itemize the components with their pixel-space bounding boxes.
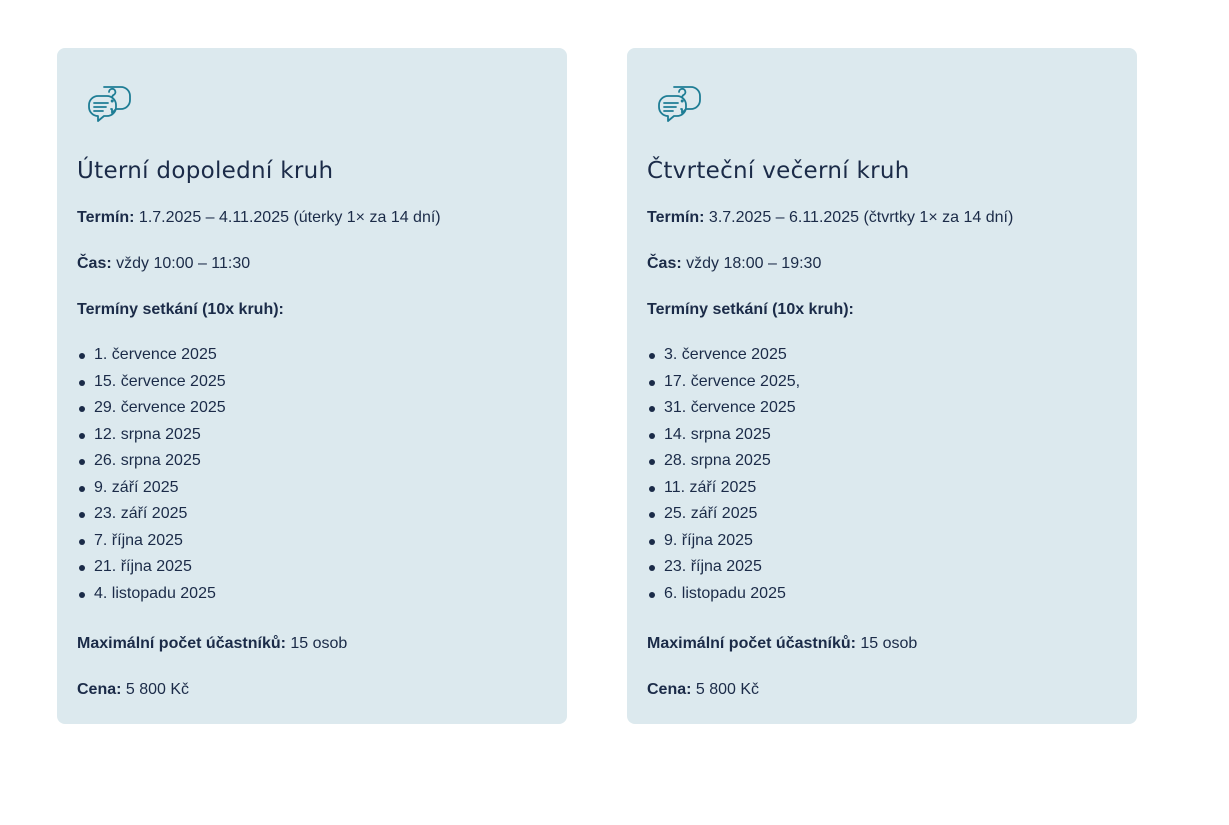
card-title: Čtvrteční večerní kruh [647,158,910,184]
time-label: Čas: [77,255,112,272]
meeting-date: 4. listopadu 2025 [77,581,226,608]
time-value: vždy 10:00 – 11:30 [111,255,251,272]
meeting-date: 6. listopadu 2025 [647,581,800,608]
meeting-date: 9. října 2025 [647,528,800,555]
max-participants-value: 15 osob [285,635,348,652]
term-line [647,208,1013,228]
price-value: 5 800 Kč [121,681,190,698]
term-value: 1.7.2025 – 4.11.2025 (úterky 1× za 14 dní) [134,209,441,226]
meeting-date: 9. září 2025 [77,475,226,502]
card-title: Úterní dopolední kruh [77,158,334,184]
circle-card-tuesday [57,48,567,724]
price-label: Cena: [77,681,122,698]
meeting-date: 12. srpna 2025 [77,422,226,449]
meeting-date: 23. září 2025 [77,501,226,528]
time-line [77,254,250,274]
meeting-date: 15. července 2025 [77,369,226,396]
meeting-date: 21. října 2025 [77,554,226,581]
circle-card-thursday [627,48,1137,724]
time-label: Čas: [647,255,682,272]
meeting-date: 3. července 2025 [647,342,800,369]
max-participants-line [77,634,347,654]
term-value: 3.7.2025 – 6.11.2025 (čtvrtky 1× za 14 dní) [704,209,1014,226]
max-participants-label: Maximální počet účastníků: [77,635,286,652]
meeting-date: 26. srpna 2025 [77,448,226,475]
meeting-date: 7. října 2025 [77,528,226,555]
price-line [77,680,189,700]
meetings-heading: Termíny setkání (10x kruh): [647,301,854,318]
meeting-date: 29. července 2025 [77,395,226,422]
term-line [77,208,441,228]
max-participants-value: 15 osob [855,635,918,652]
meeting-dates-list [647,342,800,607]
max-participants-label: Maximální počet účastníků: [647,635,856,652]
meeting-date: 1. července 2025 [77,342,226,369]
price-label: Cena: [647,681,692,698]
meeting-dates-list [77,342,226,607]
time-value: vždy 18:00 – 19:30 [681,255,822,272]
chat-question-icon [653,75,705,127]
term-label: Termín: [77,209,135,226]
meeting-date: 31. července 2025 [647,395,800,422]
meeting-date: 25. září 2025 [647,501,800,528]
meeting-date: 17. července 2025, [647,369,800,396]
term-label: Termín: [647,209,705,226]
meetings-heading: Termíny setkání (10x kruh): [77,301,284,318]
meeting-date: 11. září 2025 [647,475,800,502]
meeting-date: 14. srpna 2025 [647,422,800,449]
price-value: 5 800 Kč [691,681,760,698]
chat-question-icon [83,75,135,127]
max-participants-line [647,634,917,654]
meeting-date: 23. října 2025 [647,554,800,581]
price-line [647,680,759,700]
time-line [647,254,821,274]
meeting-date: 28. srpna 2025 [647,448,800,475]
